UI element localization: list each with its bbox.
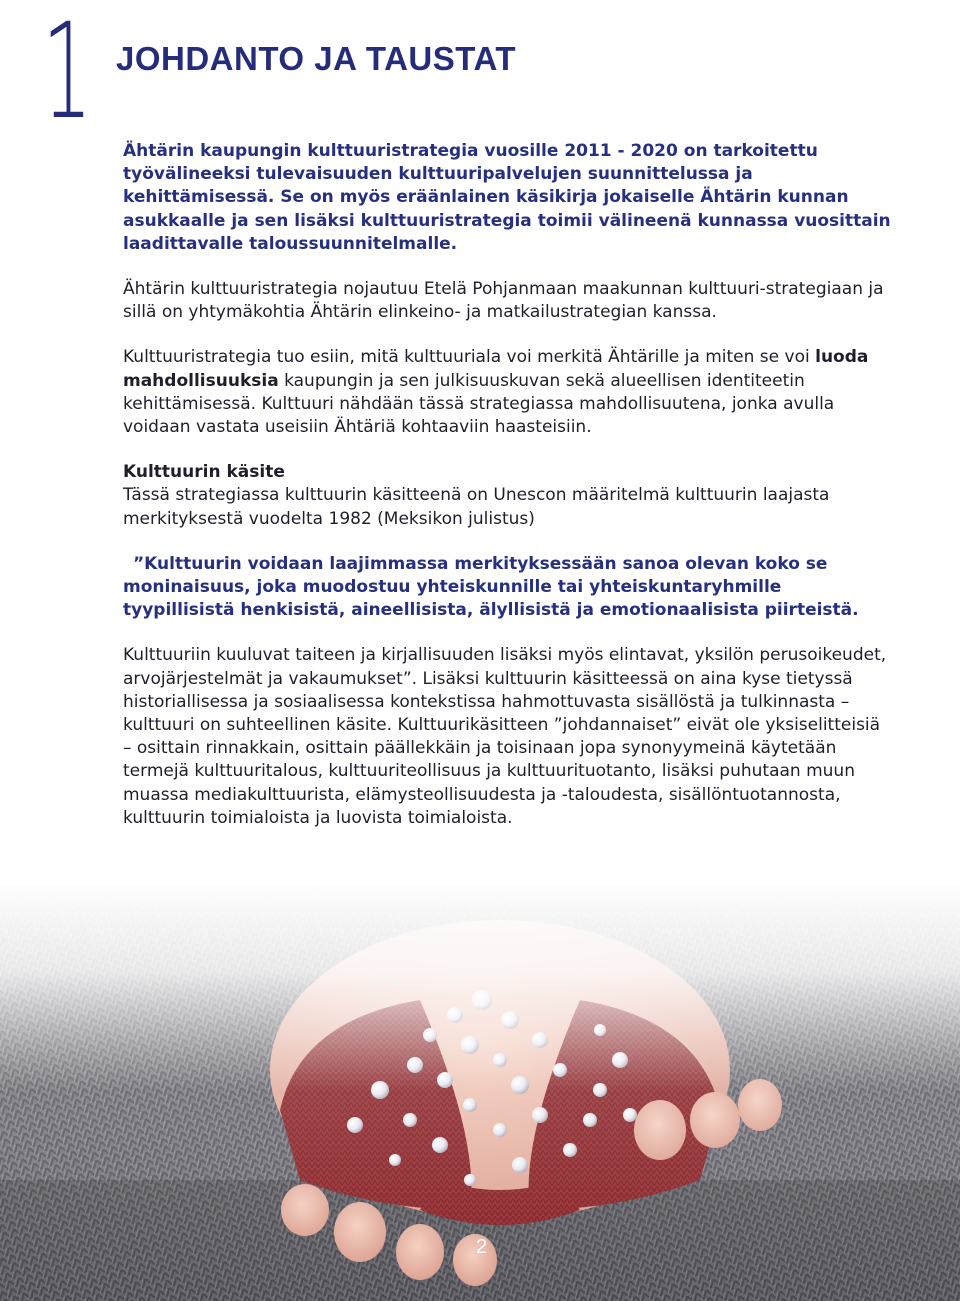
paragraph-opportunities-start: Kulttuuristrategia tuo esiin, mitä kulttuuriala voi merkitä Ähtärille ja miten se voi	[123, 347, 816, 368]
emphasis-create-opportunities: luoda mahdollisuuksia	[123, 347, 869, 391]
quote-text: ”Kulttuurin voidaan laajimmassa merkityksessään sanoa olevan koko se moninaisuus, joka muodostuu yhteiskunnille tai yhteiskuntaryhmille tyypillisistä henkisistä, aineellisista, älyllisistä ja emotionaalisista piirteistä.	[123, 553, 859, 621]
paragraph-strategy-relations: Ähtärin kulttuuristrategia nojautuu Etelä Pohjanmaan maakunnan kulttuuri-strategiaan ja sillä on yhtymäkohtia Ähtärin elinkeino- ja matkailustrategian kanssa.	[123, 279, 884, 323]
section-intro: Tässä strategiassa kulttuurin käsitteenä on Unescon määritelmä kulttuurin laajasta merkityksestä vuodelta 1982 (Meksikon julistus)	[123, 485, 830, 529]
unesco-quote	[123, 553, 893, 623]
paragraph-culture-concept: Kulttuuriin kuuluvat taiteen ja kirjallisuuden lisäksi myös elintavat, yksilön perusoikeudet, arvojärjestelmät ja vakaumukset”. Lisäksi kulttuurin käsitteessä on aina kyse tietyssä historiallisessa ja sosiaalisessa kontekstissa hahmottuvasta sisällöstä ja tulkinnasta – kulttuuri on suhteellinen käsite. Kulttuurikäsitteen ”johdannaiset” eivät ole yksiselitteisiä – osittain rinnakkain, osittain päällekkäin ja toisinaan jopa synonyymeinä käytetään termejä kulttuuritalous, kulttuuriteollisuus ja kulttuurituotanto, lisäksi puhutaan muun muassa mediakulttuurista, elämysteollisuudesta ja -taloudesta, sisällöntuotannosta, kulttuurin toimialoista ja luovista toimialoista.	[123, 645, 887, 828]
page-number: 2	[476, 1236, 488, 1258]
lead-paragraph: Ähtärin kaupungin kulttuuristrategia vuosille 2011 - 2020 on tarkoitettu työvälineeksi tulevaisuuden kulttuuripalvelujen suunnittelussa ja kehittämisessä. Se on myös eräänlainen käsikirja jokaiselle Ähtärin kunnan asukkaalle ja sen lisäksi kulttuuristrategia toimii välineenä kunnassa vuosittain laadittavalle taloussuunnitelmalle.	[123, 141, 891, 254]
paragraph-opportunities-end: kaupungin ja sen julkisuuskuvan sekä alueellisen identiteetin kehittämisessä. Kulttuuri nähdään tässä strategiassa mahdollisuutena, jonka avulla voidaan vastata useisiin Ähtäriä kohtaaviin haasteisiin.	[123, 370, 835, 438]
chapter-title: JOHDANTO JA TAUSTAT	[116, 40, 517, 77]
section-heading: Kulttuurin käsite	[123, 462, 285, 483]
body-content	[123, 140, 893, 830]
chapter-number: 1	[42, 0, 93, 149]
paragraph-opportunities	[123, 346, 893, 439]
